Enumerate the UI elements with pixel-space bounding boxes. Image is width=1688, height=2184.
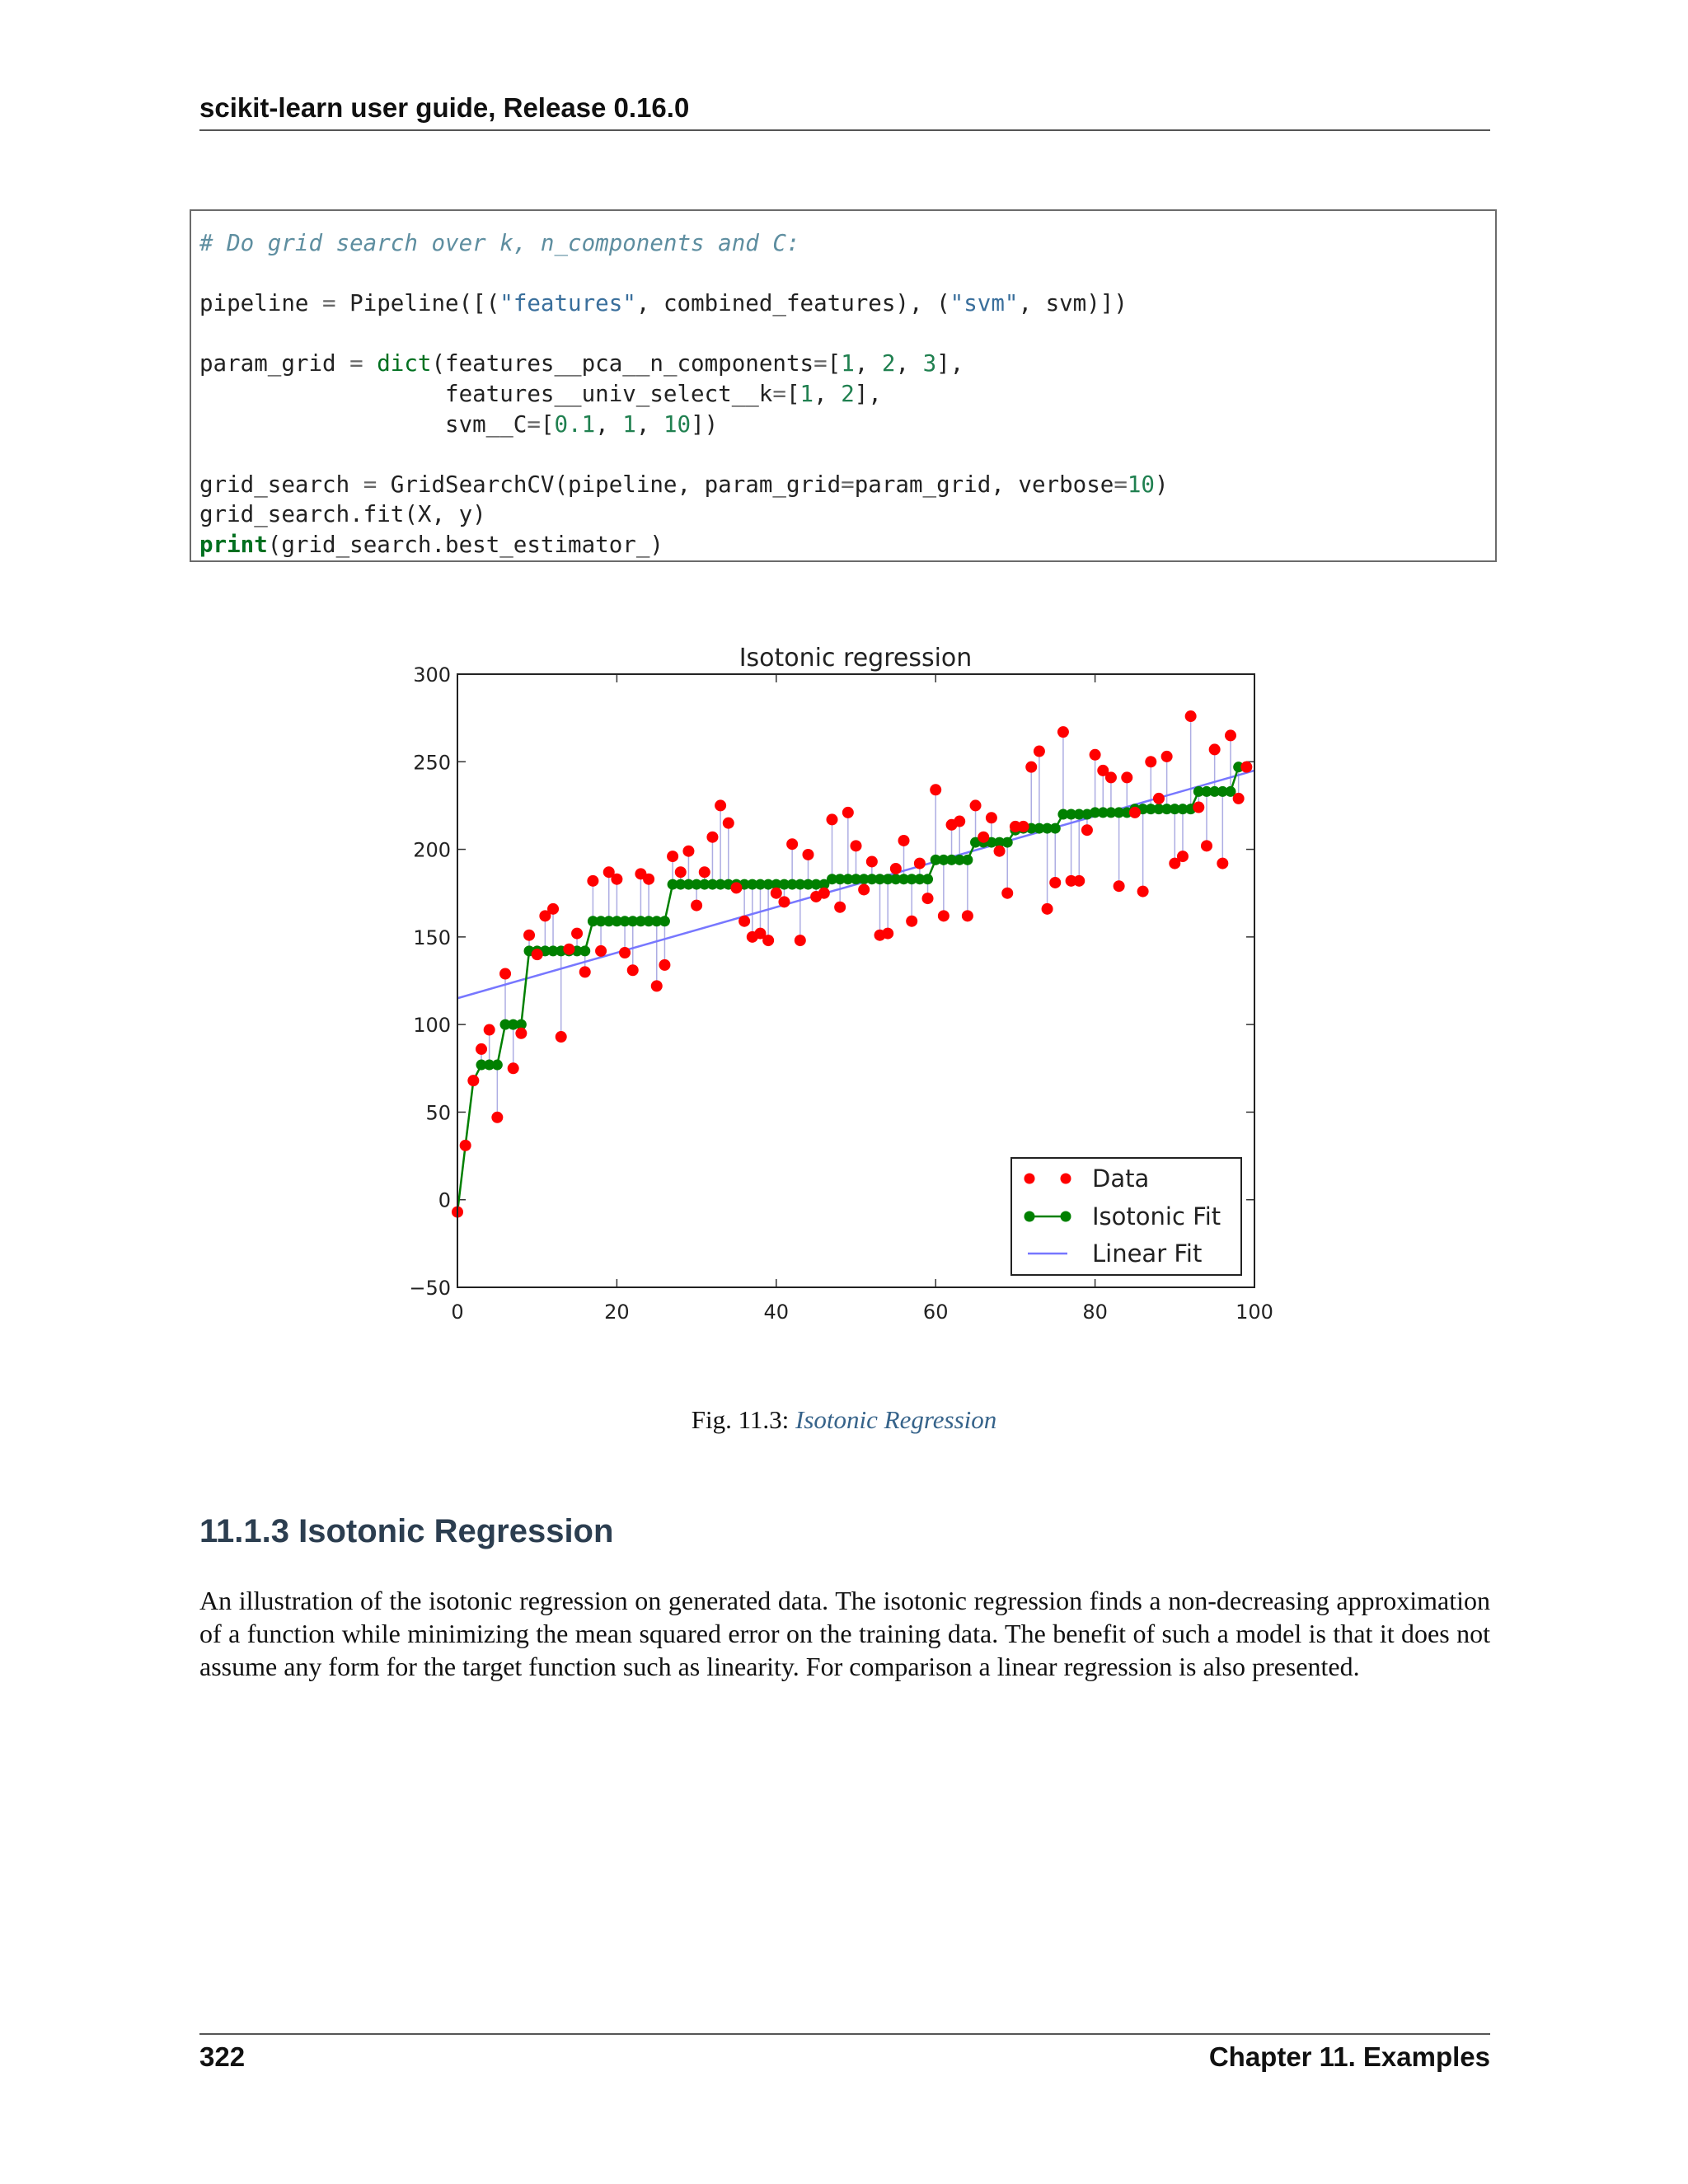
code-token: grid_search: [199, 471, 363, 498]
code-token: ],: [854, 380, 882, 407]
caption-prefix: Fig. 11.3:: [691, 1405, 790, 1434]
data-point: [851, 840, 862, 851]
isotonic-point: [922, 874, 933, 884]
code-token: 1: [622, 410, 636, 438]
data-point: [715, 799, 726, 811]
legend-label: Linear Fit: [1092, 1240, 1203, 1268]
data-point: [898, 835, 910, 846]
code-token: ,: [854, 350, 882, 377]
data-point: [556, 1031, 567, 1043]
data-point: [611, 874, 622, 885]
figure-caption: [0, 1405, 1688, 1435]
data-point: [954, 816, 965, 827]
chapter-label: Chapter 11. Examples: [1208, 2041, 1490, 2072]
code-token: =: [363, 471, 377, 498]
data-point: [906, 916, 917, 927]
legend-label: Data: [1092, 1165, 1150, 1193]
isotonic-point: [492, 1060, 503, 1071]
data-point: [1209, 743, 1221, 755]
data-point: [1025, 762, 1037, 773]
data-point: [651, 980, 663, 991]
data-point: [930, 784, 941, 795]
legend-isotonic-marker: [1061, 1212, 1071, 1222]
data-point: [1185, 710, 1197, 722]
data-point: [1114, 880, 1125, 892]
section-paragraph: An illustration of the isotonic regression on generated data. The isotonic regression finds a non-decreasing approximation of a function while minimizing the mean squared error on the training data. The benefit of such a model is that it does not assume any form for the target function such as linearity. For comparison a linear regression is also presented.: [199, 1586, 1490, 1681]
x-tick-label: 100: [1236, 1301, 1273, 1324]
data-point: [659, 959, 670, 971]
data-point: [1161, 751, 1173, 762]
data-point: [882, 928, 893, 940]
data-point: [1177, 851, 1189, 862]
data-point: [795, 935, 806, 946]
data-point: [986, 812, 997, 823]
data-point: [1240, 762, 1252, 773]
chart-title: Isotonic regression: [738, 644, 973, 673]
code-token: grid_search.fit(X, y): [199, 501, 486, 528]
code-token: , combined_features), (: [635, 290, 950, 317]
code-token: "svm": [950, 290, 1019, 317]
data-point: [532, 949, 543, 960]
data-point: [1145, 756, 1156, 767]
code-token: =: [772, 380, 786, 407]
y-tick-label: 300: [413, 663, 451, 687]
caption-link[interactable]: Isotonic Regression: [795, 1405, 997, 1434]
data-point: [978, 832, 989, 843]
chart-legend: [1011, 1158, 1241, 1275]
code-token: dict: [377, 350, 432, 377]
data-point: [547, 903, 559, 915]
isotonic-point: [579, 945, 590, 956]
code-token: 0.1: [554, 410, 596, 438]
data-point: [460, 1140, 471, 1151]
code-token: =: [349, 350, 363, 377]
data-point: [491, 1112, 503, 1123]
data-point: [922, 893, 934, 904]
data-point: [587, 875, 598, 887]
data-point: [1042, 903, 1053, 915]
code-token: (grid_search.best_estimator_): [267, 531, 663, 558]
data-point: [1121, 771, 1132, 783]
isotonic-point: [1050, 823, 1061, 834]
data-point: [762, 935, 774, 946]
x-tick-label: 0: [451, 1301, 464, 1324]
data-point: [938, 910, 950, 921]
data-point: [691, 900, 702, 912]
data-point: [1233, 793, 1245, 804]
page-number: 322: [199, 2041, 246, 2072]
data-point: [619, 947, 631, 958]
code-token: pipeline: [199, 290, 323, 317]
code-token: 1: [841, 350, 855, 377]
legend-label: Isotonic Fit: [1092, 1202, 1221, 1230]
data-point: [994, 846, 1006, 857]
y-tick-label: 0: [438, 1188, 451, 1212]
data-point: [802, 849, 814, 860]
x-tick-label: 60: [922, 1301, 949, 1324]
code-token: param_grid, verbose: [854, 471, 1114, 498]
x-tick-label: 20: [604, 1301, 630, 1324]
data-point: [738, 916, 750, 927]
code-token: "features": [499, 290, 636, 317]
footer-rule: [199, 2033, 1490, 2035]
code-token: ,: [814, 380, 842, 407]
code-token: =: [814, 350, 828, 377]
code-token: , svm)]): [1018, 290, 1128, 317]
data-point: [834, 902, 846, 913]
data-point: [1137, 886, 1149, 898]
data-point: [667, 851, 678, 862]
data-point: [571, 928, 583, 940]
data-point: [970, 799, 982, 811]
code-token: Pipeline([(: [335, 290, 500, 317]
code-token: 10: [1127, 471, 1155, 498]
isotonic-point: [1002, 837, 1013, 848]
data-point: [1129, 807, 1141, 818]
data-point: [499, 968, 511, 979]
data-point: [1018, 821, 1029, 832]
data-point: [1090, 749, 1101, 761]
data-point: [1034, 746, 1045, 757]
code-token: ): [1155, 471, 1169, 498]
code-token: ,: [595, 410, 623, 438]
legend-data-marker: [1025, 1174, 1035, 1184]
legend-isotonic-marker: [1025, 1212, 1035, 1222]
code-token: =: [841, 471, 855, 498]
code-token: # Do grid search over k, n_components and C:: [199, 230, 800, 256]
data-point: [508, 1062, 519, 1074]
code-token: ]): [691, 410, 719, 438]
data-point: [818, 888, 830, 899]
data-point: [476, 1043, 487, 1055]
data-point: [579, 966, 591, 977]
code-token: =: [322, 290, 336, 317]
code-token: ],: [936, 350, 964, 377]
y-tick-label: 150: [413, 926, 451, 949]
data-point: [962, 910, 973, 921]
code-token: (features__pca__n_components: [431, 350, 814, 377]
data-point: [914, 858, 926, 869]
data-point: [842, 807, 854, 818]
data-point: [484, 1024, 495, 1036]
data-point: [866, 855, 878, 867]
y-tick-label: 200: [413, 838, 451, 862]
running-header: scikit-learn user guide, Release 0.16.0: [199, 92, 690, 123]
data-point: [1153, 793, 1165, 804]
code-token: [: [540, 410, 555, 438]
code-token: 1: [799, 380, 814, 407]
data-point: [778, 896, 790, 907]
x-tick-label: 40: [763, 1301, 790, 1324]
data-point: [627, 964, 639, 976]
data-point: [595, 945, 607, 957]
data-point: [771, 888, 782, 899]
code-token: ,: [635, 410, 663, 438]
code-token: =: [1114, 471, 1128, 498]
code-token: 2: [841, 380, 855, 407]
code-token: ,: [895, 350, 923, 377]
data-point: [786, 838, 798, 850]
code-token: GridSearchCV(pipeline, param_grid: [377, 471, 842, 498]
data-point: [1105, 771, 1117, 783]
data-point: [706, 832, 718, 843]
data-point: [699, 866, 710, 878]
data-point: [467, 1075, 479, 1086]
y-tick-label: 250: [413, 751, 451, 775]
section-heading: 11.1.3 Isotonic Regression: [199, 1513, 614, 1549]
data-point: [1073, 875, 1085, 887]
data-point: [723, 818, 734, 829]
data-point: [563, 944, 574, 955]
x-tick-label: 80: [1082, 1301, 1108, 1324]
code-token: 10: [663, 410, 692, 438]
code-token: [: [827, 350, 842, 377]
data-point: [675, 866, 687, 878]
data-point: [643, 874, 654, 885]
data-point: [1225, 729, 1236, 741]
data-point: [1193, 802, 1204, 813]
y-tick-label: −50: [409, 1277, 451, 1300]
data-point: [858, 883, 870, 895]
isotonic-point: [659, 916, 670, 926]
code-token: =: [527, 410, 541, 438]
code-token: print: [199, 531, 268, 558]
code-token: 2: [881, 350, 896, 377]
data-point: [1049, 877, 1061, 888]
isotonic-point: [962, 855, 973, 865]
legend-data-marker: [1061, 1174, 1071, 1184]
data-point: [1001, 888, 1013, 899]
code-token: svm__C: [199, 410, 528, 438]
data-point: [1057, 726, 1069, 738]
code-token: 3: [922, 350, 937, 377]
data-point: [890, 863, 902, 874]
data-point: [1217, 858, 1228, 869]
data-point: [1201, 840, 1212, 851]
y-tick-label: 50: [425, 1101, 451, 1125]
code-token: param_grid: [199, 350, 350, 377]
data-point: [1081, 824, 1093, 836]
code-token: features__univ_select__k: [199, 380, 773, 407]
data-point: [523, 930, 535, 941]
data-point: [682, 846, 694, 857]
data-point: [730, 882, 742, 893]
y-tick-label: 100: [413, 1014, 451, 1038]
data-point: [826, 813, 837, 825]
code-token: [: [785, 380, 800, 407]
data-point: [515, 1028, 527, 1039]
